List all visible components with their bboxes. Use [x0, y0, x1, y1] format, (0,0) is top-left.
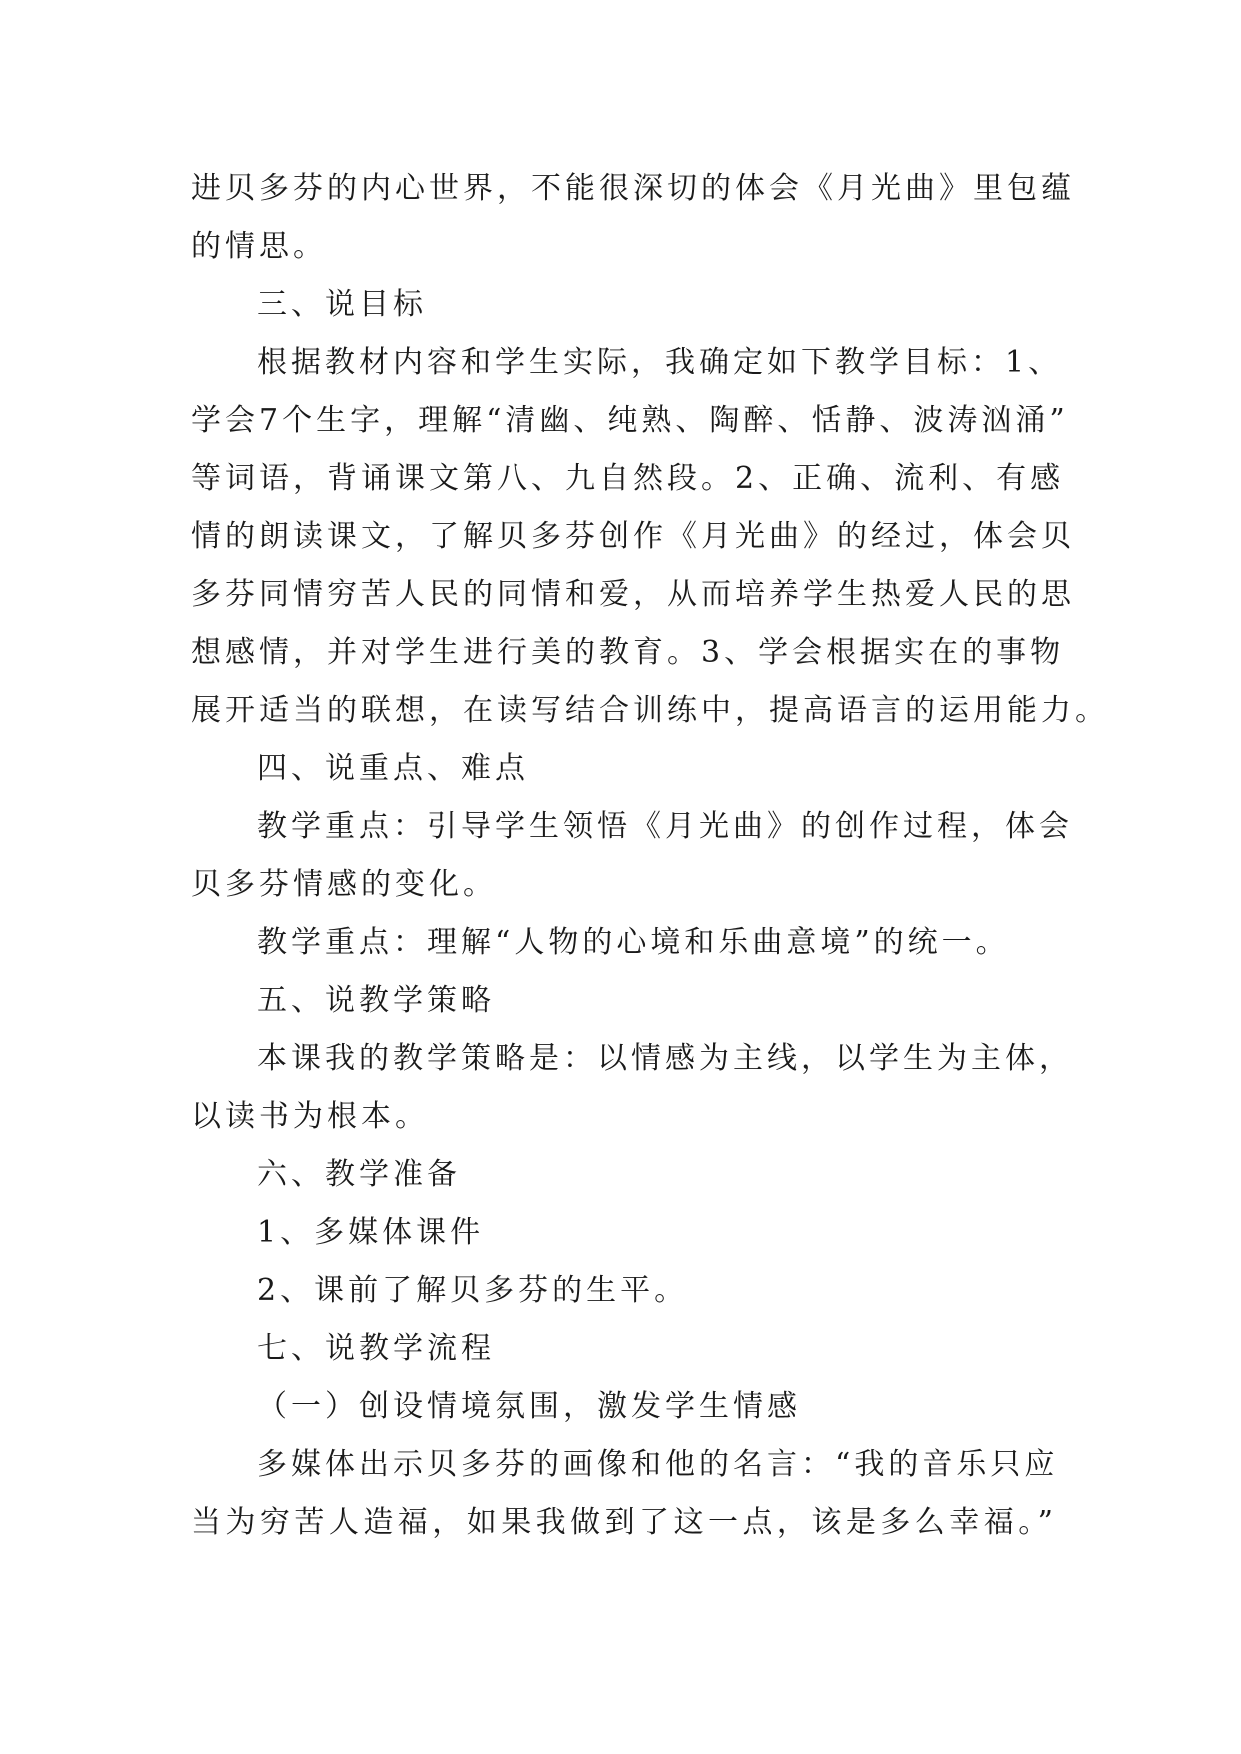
text-line: 情的朗读课文，了解贝多芬创作《月光曲》的经过，体会贝 — [191, 519, 1075, 554]
text-line: 当为穷苦人造福，如果我做到了这一点，该是多么幸福。” — [191, 1505, 1057, 1540]
text-line: 六、教学准备 — [257, 1157, 461, 1192]
text-line: 以读书为根本。 — [191, 1099, 429, 1134]
text-line: 的情思。 — [191, 229, 327, 264]
text-line: （一）创设情境氛围，激发学生情感 — [257, 1389, 801, 1424]
text-line: 教学重点：引导学生领悟《月光曲》的创作过程，体会 — [257, 809, 1073, 844]
text-line: 1、多媒体课件 — [257, 1215, 485, 1250]
text-line: 五、说教学策略 — [257, 983, 495, 1018]
text-line: 多媒体出示贝多芬的画像和他的名言：“我的音乐只应 — [257, 1447, 1059, 1482]
text-line: 四、说重点、难点 — [257, 751, 529, 786]
text-line: 三、说目标 — [257, 287, 427, 322]
document-body — [191, 160, 1109, 1552]
text-line: 七、说教学流程 — [257, 1331, 495, 1366]
text-line: 多芬同情穷苦人民的同情和爱，从而培养学生热爱人民的思 — [191, 577, 1075, 612]
text-line: 学会7个生字，理解“清幽、纯熟、陶醉、恬静、波涛汹涌” — [191, 403, 1069, 438]
text-line: 教学重点：理解“人物的心境和乐曲意境”的统一。 — [257, 925, 1010, 960]
text-line: 贝多芬情感的变化。 — [191, 867, 497, 902]
text-line: 等词语，背诵课文第八、九自然段。2、正确、流利、有感 — [191, 461, 1065, 496]
text-line: 根据教材内容和学生实际，我确定如下教学目标：1、 — [257, 345, 1063, 380]
text-line: 2、课前了解贝多芬的生平。 — [257, 1273, 689, 1308]
text-line: 进贝多芬的内心世界，不能很深切的体会《月光曲》里包蕴 — [191, 171, 1075, 206]
text-line: 本课我的教学策略是：以情感为主线，以学生为主体， — [257, 1041, 1073, 1076]
text-line: 展开适当的联想，在读写结合训练中，提高语言的运用能力。 — [191, 693, 1109, 728]
text-line: 想感情，并对学生进行美的教育。3、学会根据实在的事物 — [191, 635, 1065, 670]
